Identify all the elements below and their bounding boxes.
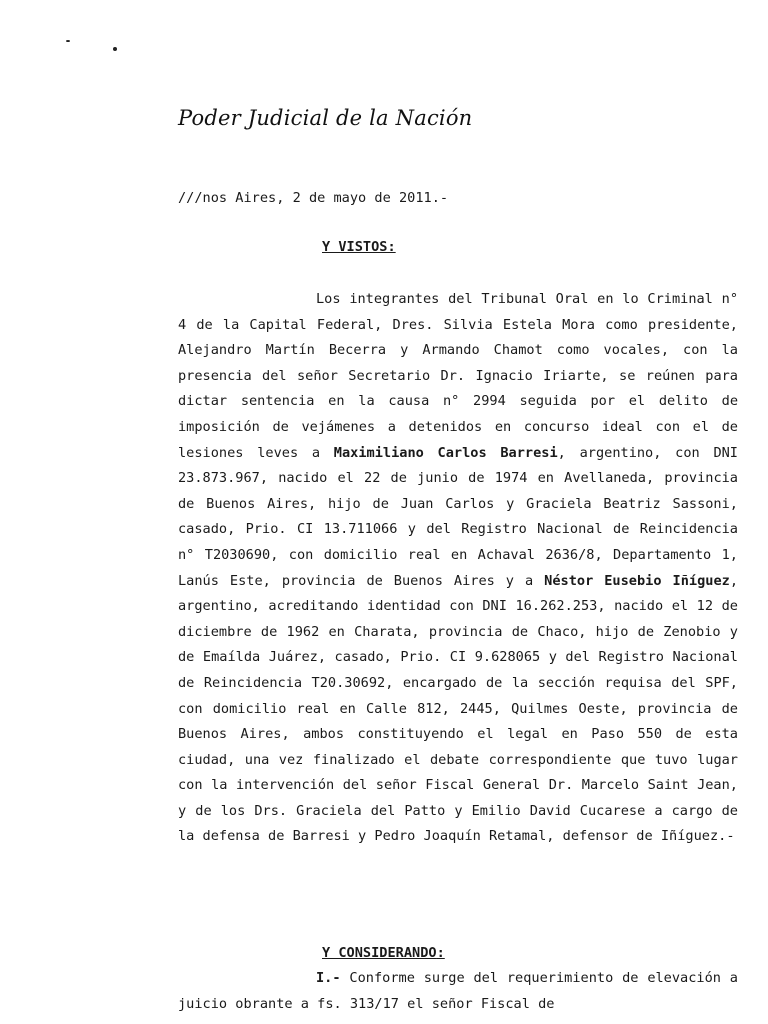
section-title-suffix: :: [436, 945, 445, 961]
defendant-name: Maximiliano Carlos Barresi: [333, 444, 558, 461]
considerando-paragraph: [178, 966, 738, 1017]
section-title-suffix: :: [387, 239, 396, 255]
section-title-considerando: [322, 945, 445, 961]
considerando-numeral: I.-: [316, 970, 341, 986]
scan-speck: [66, 40, 70, 42]
document-date: ///nos Aires, 2 de mayo de 2011.-: [178, 190, 449, 206]
section-title-vistos: [322, 239, 396, 255]
considerando-body-text: Conforme surge del requerimiento de elevación a juicio obrante a fs. 313/17 el señor Fiscal de: [178, 970, 738, 1012]
defendant-name: Néstor Eusebio Iñíguez: [544, 572, 730, 589]
considerando-text: [178, 966, 738, 1017]
vistos-paragraph: [178, 287, 738, 850]
section-title-text: Y VISTOS: [322, 239, 388, 255]
court-header: Poder Judicial de la Nación: [178, 106, 473, 130]
section-title-text: Y CONSIDERANDO: [322, 945, 437, 961]
scan-speck: [113, 47, 117, 51]
paragraph-segment: , argentino, con DNI 23.873.967, nacido el 22 de junio de 1974 en Avellaneda, provincia de Buenos Aires, hijo de Juan Carlos y Graciela Beatriz Sassoni, casado, Prio. CI 13.711066 y del Registro Nacional de Reincidencia n° T2030690, con domicilio real en Achaval 2636/8, Departamento 1, Lanús Este, provincia de Buenos Aires y a: [178, 444, 738, 589]
paragraph-segment: , argentino, acreditando identidad con DNI 16.262.253, nacido el 12 de diciembre de 1962 en Charata, provincia de Chaco, hijo de Zenobio y de Emaílda Juárez, casado, Prio. CI 9.628065 y del Registro Nacional de Reincidencia T20.30692, encargado de la sección requisa del SPF, con domicilio real en Calle 812, 2445, Quilmes Oeste, provincia de Buenos Aires, ambos constituyendo el legal en Paso 550 de esta ciudad, una vez finalizado el debate correspondiente que tuvo lugar con la intervención del señor Fiscal General Dr. Marcelo Saint Jean, y de los Drs. Graciela del Patto y Emilio David Cucarese a cargo de la defensa de Barresi y Pedro Joaquín Retamal, defensor de Iñíguez.-: [178, 572, 738, 845]
vistos-text: [178, 287, 738, 850]
paragraph-segment: Los integrantes del Tribunal Oral en lo Criminal n° 4 de la Capital Federal, Dres. Silvia Estela Mora como presidente, Alejandro Martín Becerra y Armando Chamot como vocales, con la presencia del señor Secretario Dr. Ignacio Iriarte, se reúnen para dictar sentencia en la causa n° 2994 seguida por el delito de imposición de vejámenes a detenidos en concurso ideal con el de lesiones leves a: [178, 291, 738, 461]
